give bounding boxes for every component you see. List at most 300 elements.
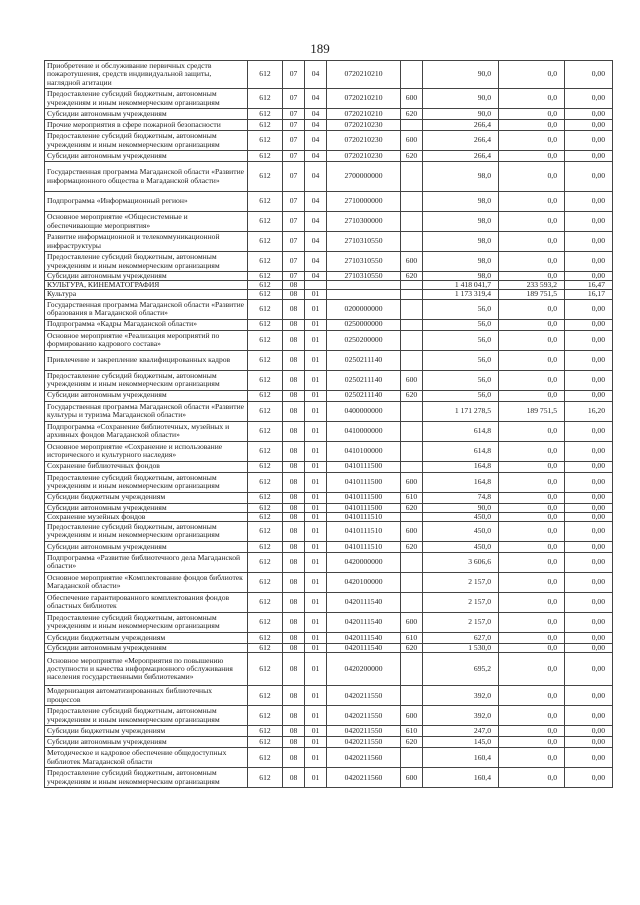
row-ved-cell: 612	[248, 461, 283, 472]
table-row	[45, 768, 613, 788]
row-section-cell: 08	[283, 461, 305, 472]
row-approved-sum-cell: 614,8	[423, 441, 499, 461]
table-row	[45, 252, 613, 272]
row-section-cell: 08	[283, 706, 305, 726]
table-row	[45, 653, 613, 686]
table-row	[45, 192, 613, 212]
row-target-article-cell: 0410111500	[327, 461, 401, 472]
row-name-cell: Подпрограмма «Информационный регион»	[45, 192, 248, 212]
table-row	[45, 441, 613, 461]
row-name-cell: Подпрограмма «Сохранение библиотечных, музейных и архивных фондов Магаданской области»	[45, 421, 248, 441]
row-target-article-cell: 0410100000	[327, 441, 401, 461]
row-ved-cell: 612	[248, 89, 283, 109]
table-row	[45, 612, 613, 632]
row-name-cell: Предоставление субсидий бюджетным, автономным учреждениям и иным некоммерческим организациям	[45, 252, 248, 272]
row-ved-cell: 612	[248, 120, 283, 131]
row-section-cell: 08	[283, 350, 305, 370]
row-approved-sum-cell: 90,0	[423, 503, 499, 512]
row-name-cell: Государственная программа Магаданской области «Развитие информационного общества в Магаданской области»	[45, 162, 248, 192]
row-name-cell: Субсидии автономным учреждениям	[45, 503, 248, 512]
table-row	[45, 461, 613, 472]
table-row	[45, 492, 613, 503]
row-executed-sum-cell: 0,0	[499, 272, 565, 281]
row-approved-sum-cell: 2 157,0	[423, 592, 499, 612]
row-subsection-cell: 01	[305, 768, 327, 788]
row-section-cell: 08	[283, 401, 305, 421]
row-expense-type-cell: 620	[401, 503, 423, 512]
row-percent-cell: 0,00	[565, 89, 613, 109]
row-target-article-cell: 0420211550	[327, 686, 401, 706]
row-executed-sum-cell: 0,0	[499, 319, 565, 330]
row-executed-sum-cell: 0,0	[499, 252, 565, 272]
row-percent-cell: 0,00	[565, 232, 613, 252]
row-name-cell: Сохранение библиотечных фондов	[45, 461, 248, 472]
row-subsection-cell: 04	[305, 272, 327, 281]
row-target-article-cell: 0410000000	[327, 421, 401, 441]
row-section-cell: 07	[283, 212, 305, 232]
row-percent-cell: 0,00	[565, 632, 613, 643]
row-name-cell: Государственная программа Магаданской области «Развитие образования в Магаданской области»	[45, 299, 248, 319]
row-ved-cell: 612	[248, 503, 283, 512]
row-approved-sum-cell: 266,4	[423, 131, 499, 151]
row-name-cell: Основное мероприятие «Общесистемные и обеспечивающие мероприятия»	[45, 212, 248, 232]
row-section-cell: 08	[283, 612, 305, 632]
row-target-article-cell: 0420000000	[327, 552, 401, 572]
row-subsection-cell: 01	[305, 737, 327, 748]
row-section-cell: 08	[283, 503, 305, 512]
row-section-cell: 08	[283, 686, 305, 706]
row-subsection-cell: 01	[305, 592, 327, 612]
row-target-article-cell: 2710000000	[327, 192, 401, 212]
row-executed-sum-cell: 0,0	[499, 472, 565, 492]
row-percent-cell: 0,00	[565, 350, 613, 370]
table-row	[45, 232, 613, 252]
row-target-article-cell: 2710310550	[327, 232, 401, 252]
row-percent-cell: 0,00	[565, 131, 613, 151]
row-percent-cell: 0,00	[565, 512, 613, 521]
row-ved-cell: 612	[248, 492, 283, 503]
row-section-cell: 07	[283, 109, 305, 120]
row-target-article-cell: 0420211550	[327, 706, 401, 726]
row-ved-cell: 612	[248, 552, 283, 572]
row-executed-sum-cell: 0,0	[499, 390, 565, 401]
row-target-article-cell: 0420211550	[327, 726, 401, 737]
row-section-cell: 07	[283, 252, 305, 272]
row-name-cell: Субсидии автономным учреждениям	[45, 643, 248, 652]
row-target-article-cell: 0720210230	[327, 151, 401, 162]
row-executed-sum-cell: 0,0	[499, 643, 565, 652]
row-section-cell: 08	[283, 632, 305, 643]
row-target-article-cell: 0250211140	[327, 390, 401, 401]
row-expense-type-cell: 600	[401, 521, 423, 541]
row-subsection-cell: 01	[305, 643, 327, 652]
row-approved-sum-cell: 695,2	[423, 653, 499, 686]
table-row	[45, 737, 613, 748]
row-percent-cell: 0,00	[565, 748, 613, 768]
row-percent-cell: 0,00	[565, 472, 613, 492]
row-executed-sum-cell: 0,0	[499, 612, 565, 632]
page-number: 189	[310, 41, 330, 56]
row-approved-sum-cell: 56,0	[423, 299, 499, 319]
row-subsection-cell: 01	[305, 299, 327, 319]
row-subsection-cell	[305, 281, 327, 290]
table-row	[45, 541, 613, 552]
row-target-article-cell: 0250000000	[327, 319, 401, 330]
row-percent-cell: 0,00	[565, 299, 613, 319]
row-target-article-cell	[327, 281, 401, 290]
row-ved-cell: 612	[248, 441, 283, 461]
row-expense-type-cell	[401, 299, 423, 319]
table-row	[45, 421, 613, 441]
row-section-cell: 08	[283, 299, 305, 319]
row-name-cell: Приобретение и обслуживание первичных средств пожаротушения, средств индивидуальной защиты, наглядной агитации	[45, 61, 248, 89]
row-percent-cell: 0,00	[565, 319, 613, 330]
row-executed-sum-cell: 0,0	[499, 421, 565, 441]
row-ved-cell: 612	[248, 252, 283, 272]
row-subsection-cell: 04	[305, 212, 327, 232]
row-percent-cell: 0,00	[565, 212, 613, 232]
row-ved-cell: 612	[248, 612, 283, 632]
row-ved-cell: 612	[248, 632, 283, 643]
row-approved-sum-cell: 98,0	[423, 232, 499, 252]
row-approved-sum-cell: 98,0	[423, 272, 499, 281]
row-ved-cell: 612	[248, 572, 283, 592]
row-target-article-cell: 0420100000	[327, 572, 401, 592]
row-subsection-cell: 01	[305, 330, 327, 350]
row-percent-cell: 0,00	[565, 737, 613, 748]
row-approved-sum-cell: 90,0	[423, 61, 499, 89]
row-name-cell: Субсидии автономным учреждениям	[45, 109, 248, 120]
row-percent-cell: 0,00	[565, 120, 613, 131]
row-percent-cell: 0,00	[565, 653, 613, 686]
row-executed-sum-cell: 0,0	[499, 212, 565, 232]
row-expense-type-cell: 620	[401, 151, 423, 162]
row-percent-cell: 0,00	[565, 330, 613, 350]
row-ved-cell: 612	[248, 272, 283, 281]
row-expense-type-cell	[401, 162, 423, 192]
row-approved-sum-cell: 247,0	[423, 726, 499, 737]
row-approved-sum-cell: 1 530,0	[423, 643, 499, 652]
row-executed-sum-cell: 0,0	[499, 151, 565, 162]
row-approved-sum-cell: 450,0	[423, 541, 499, 552]
row-percent-cell: 0,00	[565, 252, 613, 272]
row-target-article-cell: 2710310550	[327, 272, 401, 281]
row-section-cell: 07	[283, 232, 305, 252]
row-approved-sum-cell: 627,0	[423, 632, 499, 643]
row-expense-type-cell: 610	[401, 726, 423, 737]
row-ved-cell: 612	[248, 109, 283, 120]
row-expense-type-cell: 600	[401, 131, 423, 151]
row-approved-sum-cell: 2 157,0	[423, 612, 499, 632]
row-subsection-cell: 01	[305, 421, 327, 441]
budget-table	[44, 60, 613, 788]
row-expense-type-cell: 600	[401, 612, 423, 632]
row-name-cell: Субсидии автономным учреждениям	[45, 151, 248, 162]
row-expense-type-cell	[401, 120, 423, 131]
row-section-cell: 07	[283, 61, 305, 89]
row-executed-sum-cell: 0,0	[499, 552, 565, 572]
row-target-article-cell	[327, 290, 401, 299]
row-ved-cell: 612	[248, 726, 283, 737]
row-section-cell: 07	[283, 120, 305, 131]
row-name-cell: Основное мероприятие «Реализация мероприятий по формированию кадрового состава»	[45, 330, 248, 350]
row-name-cell: Субсидии автономным учреждениям	[45, 541, 248, 552]
table-row	[45, 521, 613, 541]
row-executed-sum-cell: 0,0	[499, 737, 565, 748]
row-subsection-cell: 04	[305, 89, 327, 109]
row-subsection-cell: 01	[305, 401, 327, 421]
row-percent-cell: 0,00	[565, 726, 613, 737]
table-row	[45, 748, 613, 768]
row-ved-cell: 612	[248, 521, 283, 541]
row-subsection-cell: 01	[305, 461, 327, 472]
row-target-article-cell: 0250211140	[327, 350, 401, 370]
row-executed-sum-cell: 0,0	[499, 120, 565, 131]
row-section-cell: 08	[283, 512, 305, 521]
row-name-cell: Основное мероприятие «Комплектование фондов библиотек Магаданской области»	[45, 572, 248, 592]
row-name-cell: Предоставление субсидий бюджетным, автономным учреждениям и иным некоммерческим организациям	[45, 706, 248, 726]
row-subsection-cell: 01	[305, 706, 327, 726]
row-executed-sum-cell: 0,0	[499, 162, 565, 192]
row-executed-sum-cell: 0,0	[499, 131, 565, 151]
row-approved-sum-cell: 56,0	[423, 319, 499, 330]
row-executed-sum-cell: 0,0	[499, 512, 565, 521]
row-ved-cell: 612	[248, 541, 283, 552]
row-approved-sum-cell: 98,0	[423, 252, 499, 272]
row-section-cell: 07	[283, 151, 305, 162]
row-name-cell: Государственная программа Магаданской области «Развитие культуры и туризма Магаданской области»	[45, 401, 248, 421]
table-row	[45, 370, 613, 390]
row-percent-cell: 0,00	[565, 503, 613, 512]
row-subsection-cell: 04	[305, 120, 327, 131]
table-row	[45, 572, 613, 592]
row-target-article-cell: 0420111540	[327, 612, 401, 632]
row-target-article-cell: 0720210230	[327, 131, 401, 151]
row-ved-cell: 612	[248, 653, 283, 686]
table-row	[45, 706, 613, 726]
row-section-cell: 08	[283, 521, 305, 541]
row-target-article-cell: 2710310550	[327, 252, 401, 272]
row-expense-type-cell: 610	[401, 492, 423, 503]
row-ved-cell: 612	[248, 472, 283, 492]
row-ved-cell: 612	[248, 748, 283, 768]
table-row	[45, 290, 613, 299]
row-percent-cell: 0,00	[565, 162, 613, 192]
table-row	[45, 272, 613, 281]
row-section-cell: 08	[283, 541, 305, 552]
row-expense-type-cell: 620	[401, 109, 423, 120]
row-approved-sum-cell: 98,0	[423, 192, 499, 212]
row-name-cell: Подпрограмма «Кадры Магаданской области»	[45, 319, 248, 330]
row-approved-sum-cell: 1 173 319,4	[423, 290, 499, 299]
row-ved-cell: 612	[248, 686, 283, 706]
row-expense-type-cell	[401, 281, 423, 290]
row-section-cell: 08	[283, 472, 305, 492]
row-executed-sum-cell: 0,0	[499, 192, 565, 212]
row-name-cell: Основное мероприятие «Мероприятия по повышению доступности и качества информационного обслуживания населения государственными библиотеками»	[45, 653, 248, 686]
row-target-article-cell: 0250211140	[327, 370, 401, 390]
row-percent-cell: 0,00	[565, 461, 613, 472]
row-executed-sum-cell: 0,0	[499, 461, 565, 472]
row-expense-type-cell: 620	[401, 643, 423, 652]
row-subsection-cell: 04	[305, 192, 327, 212]
row-section-cell: 07	[283, 192, 305, 212]
row-approved-sum-cell: 90,0	[423, 109, 499, 120]
row-target-article-cell: 0410111500	[327, 503, 401, 512]
row-percent-cell: 0,00	[565, 109, 613, 120]
row-approved-sum-cell: 164,8	[423, 472, 499, 492]
row-expense-type-cell	[401, 192, 423, 212]
row-subsection-cell: 01	[305, 572, 327, 592]
row-expense-type-cell	[401, 401, 423, 421]
row-ved-cell: 612	[248, 162, 283, 192]
row-subsection-cell: 04	[305, 252, 327, 272]
row-percent-cell: 0,00	[565, 706, 613, 726]
row-percent-cell: 0,00	[565, 552, 613, 572]
row-executed-sum-cell: 0,0	[499, 441, 565, 461]
row-expense-type-cell: 620	[401, 737, 423, 748]
row-percent-cell: 0,00	[565, 592, 613, 612]
row-section-cell: 07	[283, 272, 305, 281]
row-executed-sum-cell: 189 751,5	[499, 290, 565, 299]
row-ved-cell: 612	[248, 299, 283, 319]
row-percent-cell: 0,00	[565, 541, 613, 552]
row-expense-type-cell	[401, 290, 423, 299]
row-section-cell: 08	[283, 421, 305, 441]
row-ved-cell: 612	[248, 592, 283, 612]
row-approved-sum-cell: 56,0	[423, 370, 499, 390]
row-ved-cell: 612	[248, 290, 283, 299]
row-expense-type-cell: 620	[401, 390, 423, 401]
row-percent-cell: 0,00	[565, 572, 613, 592]
row-section-cell: 08	[283, 592, 305, 612]
row-executed-sum-cell: 0,0	[499, 521, 565, 541]
row-subsection-cell: 04	[305, 162, 327, 192]
row-section-cell: 07	[283, 162, 305, 192]
row-ved-cell: 612	[248, 212, 283, 232]
row-name-cell: Методическое и кадровое обеспечение общедоступных библиотек Магаданской области	[45, 748, 248, 768]
row-expense-type-cell	[401, 748, 423, 768]
table-row	[45, 632, 613, 643]
row-executed-sum-cell: 0,0	[499, 299, 565, 319]
row-name-cell: Субсидии бюджетным учреждениям	[45, 492, 248, 503]
row-expense-type-cell	[401, 61, 423, 89]
row-target-article-cell: 0720210210	[327, 61, 401, 89]
table-row	[45, 299, 613, 319]
row-approved-sum-cell: 1 418 041,7	[423, 281, 499, 290]
row-target-article-cell: 0410111500	[327, 492, 401, 503]
row-target-article-cell: 0250200000	[327, 330, 401, 350]
row-target-article-cell: 0420111540	[327, 632, 401, 643]
row-subsection-cell: 04	[305, 131, 327, 151]
row-executed-sum-cell: 0,0	[499, 109, 565, 120]
row-subsection-cell: 01	[305, 512, 327, 521]
row-subsection-cell: 01	[305, 350, 327, 370]
row-expense-type-cell	[401, 552, 423, 572]
table-row	[45, 472, 613, 492]
row-subsection-cell: 04	[305, 109, 327, 120]
row-name-cell: Обеспечение гарантированного комплектования фондов областных библиотек	[45, 592, 248, 612]
row-approved-sum-cell: 266,4	[423, 120, 499, 131]
row-subsection-cell: 01	[305, 612, 327, 632]
row-subsection-cell: 01	[305, 319, 327, 330]
row-subsection-cell: 01	[305, 370, 327, 390]
row-ved-cell: 612	[248, 319, 283, 330]
row-subsection-cell: 04	[305, 151, 327, 162]
row-percent-cell: 16,47	[565, 281, 613, 290]
row-approved-sum-cell: 2 157,0	[423, 572, 499, 592]
row-target-article-cell: 0410111510	[327, 512, 401, 521]
row-target-article-cell: 0420211560	[327, 748, 401, 768]
row-executed-sum-cell: 0,0	[499, 726, 565, 737]
row-expense-type-cell	[401, 441, 423, 461]
table-row	[45, 512, 613, 521]
row-executed-sum-cell: 0,0	[499, 541, 565, 552]
row-section-cell: 08	[283, 552, 305, 572]
row-subsection-cell: 01	[305, 390, 327, 401]
row-target-article-cell: 0720210210	[327, 89, 401, 109]
row-subsection-cell: 01	[305, 492, 327, 503]
row-target-article-cell: 0420200000	[327, 653, 401, 686]
row-ved-cell: 612	[248, 281, 283, 290]
row-expense-type-cell: 600	[401, 706, 423, 726]
row-name-cell: Подпрограмма «Развитие библиотечного дела Магаданской области»	[45, 552, 248, 572]
row-name-cell: Субсидии автономным учреждениям	[45, 272, 248, 281]
table-row	[45, 592, 613, 612]
row-name-cell: Субсидии автономным учреждениям	[45, 390, 248, 401]
row-expense-type-cell	[401, 572, 423, 592]
row-section-cell: 08	[283, 281, 305, 290]
row-target-article-cell: 0720210230	[327, 120, 401, 131]
row-percent-cell: 0,00	[565, 768, 613, 788]
row-section-cell: 08	[283, 572, 305, 592]
row-expense-type-cell	[401, 319, 423, 330]
row-executed-sum-cell: 0,0	[499, 492, 565, 503]
row-section-cell: 08	[283, 737, 305, 748]
row-name-cell: КУЛЬТУРА, КИНЕМАТОГРАФИЯ	[45, 281, 248, 290]
row-ved-cell: 612	[248, 370, 283, 390]
row-expense-type-cell	[401, 421, 423, 441]
row-executed-sum-cell: 0,0	[499, 330, 565, 350]
row-expense-type-cell	[401, 330, 423, 350]
row-percent-cell: 16,20	[565, 401, 613, 421]
row-name-cell: Прочие мероприятия в сфере пожарной безопасности	[45, 120, 248, 131]
row-percent-cell: 0,00	[565, 421, 613, 441]
row-ved-cell: 612	[248, 706, 283, 726]
row-ved-cell: 612	[248, 61, 283, 89]
row-approved-sum-cell: 392,0	[423, 686, 499, 706]
row-subsection-cell: 01	[305, 632, 327, 643]
row-executed-sum-cell: 0,0	[499, 350, 565, 370]
row-approved-sum-cell: 145,0	[423, 737, 499, 748]
row-target-article-cell: 0200000000	[327, 299, 401, 319]
row-section-cell: 08	[283, 653, 305, 686]
table-row	[45, 726, 613, 737]
row-section-cell: 08	[283, 643, 305, 652]
row-expense-type-cell	[401, 653, 423, 686]
row-section-cell: 08	[283, 390, 305, 401]
row-name-cell: Субсидии бюджетным учреждениям	[45, 726, 248, 737]
row-ved-cell: 612	[248, 768, 283, 788]
row-name-cell: Субсидии автономным учреждениям	[45, 737, 248, 748]
row-target-article-cell: 0410111510	[327, 521, 401, 541]
row-percent-cell: 0,00	[565, 370, 613, 390]
row-approved-sum-cell: 614,8	[423, 421, 499, 441]
row-expense-type-cell: 600	[401, 252, 423, 272]
row-executed-sum-cell: 0,0	[499, 503, 565, 512]
row-percent-cell: 0,00	[565, 272, 613, 281]
row-name-cell: Субсидии бюджетным учреждениям	[45, 632, 248, 643]
